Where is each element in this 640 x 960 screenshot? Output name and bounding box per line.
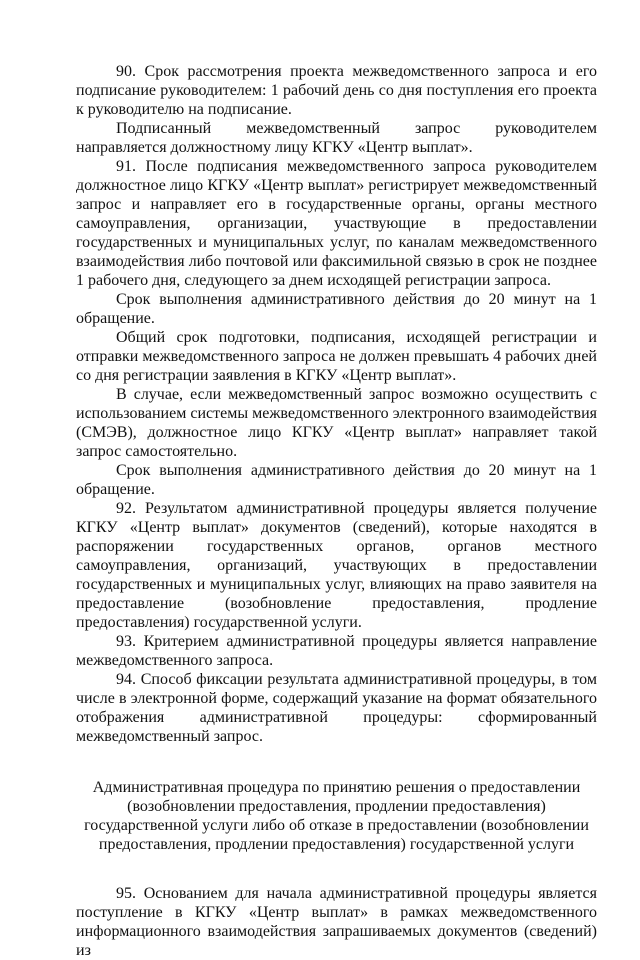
paragraph-91-smev-duration: Срок выполнения административного действия до 20 минут на 1 обращение. (76, 462, 597, 498)
paragraph-94: 94. Способ фиксации результата административной процедуры, в том числе в электронной форме, содержащий указание на формат обязательного отображения административной процедуры: сформированный межведомственный запрос. (76, 671, 597, 745)
paragraph-90-signed-request: Подписанный межведомственный запрос руководителем направляется должностному лицу КГКУ «Центр выплат». (76, 120, 597, 156)
paragraph-91-duration: Срок выполнения административного действия до 20 минут на 1 обращение. (76, 291, 597, 327)
paragraph-93: 93. Критерием административной процедуры является направление межведомственного запроса. (76, 633, 597, 669)
section-heading: Административная процедура по принятию решения о предоставлении (возобновлении предоставления, продлении предоставления) государственной услуги либо об отказе в предоставлении (возобновлении предоставления, продлении предоставления) государственной услуги (84, 779, 589, 853)
paragraph-91: 91. После подписания межведомственного запроса руководителем должностное лицо КГКУ «Центр выплат» регистрирует межведомственный запрос и направляет его в государственные органы, органы местного самоуправления, организации, участвующие в предоставлении государственных и муниципальных услуг, по каналам межведомственного взаимодействия либо почтовой или факсимильной связью в срок не позднее 1 рабочего дня, следующего за днем исходящей регистрации запроса. (76, 158, 597, 289)
paragraph-95: 95. Основанием для начала административной процедуры является поступление в КГКУ «Центр выплат» в рамках межведомственного информационного взаимодействия запрашиваемых документов (сведений) из (76, 885, 597, 959)
paragraph-91-total-duration: Общий срок подготовки, подписания, исходящей регистрации и отправки межведомственного запроса не должен превышать 4 рабочих дней со дня регистрации заявления в КГКУ «Центр выплат». (76, 329, 597, 384)
paragraph-90: 90. Срок рассмотрения проекта межведомственного запроса и его подписание руководителем: 1 рабочий день со дня поступления его проекта к руководителю на подписание. (76, 63, 597, 118)
paragraph-91-smev: В случае, если межведомственный запрос возможно осуществить с использованием системы межведомственного электронного взаимодействия (СМЭВ), должностное лицо КГКУ «Центр выплат» направляет такой запрос самостоятельно. (76, 386, 597, 460)
paragraph-92: 92. Результатом административной процедуры является получение КГКУ «Центр выплат» документов (сведений), которые находятся в распоряжении государственных органов, органов местного самоуправления, организаций, участвующих в предоставлении государственных и муниципальных услуг, влияющих на право заявителя на предоставление (возобновление предоставления, продление предоставления) государственной услуги. (76, 500, 597, 631)
